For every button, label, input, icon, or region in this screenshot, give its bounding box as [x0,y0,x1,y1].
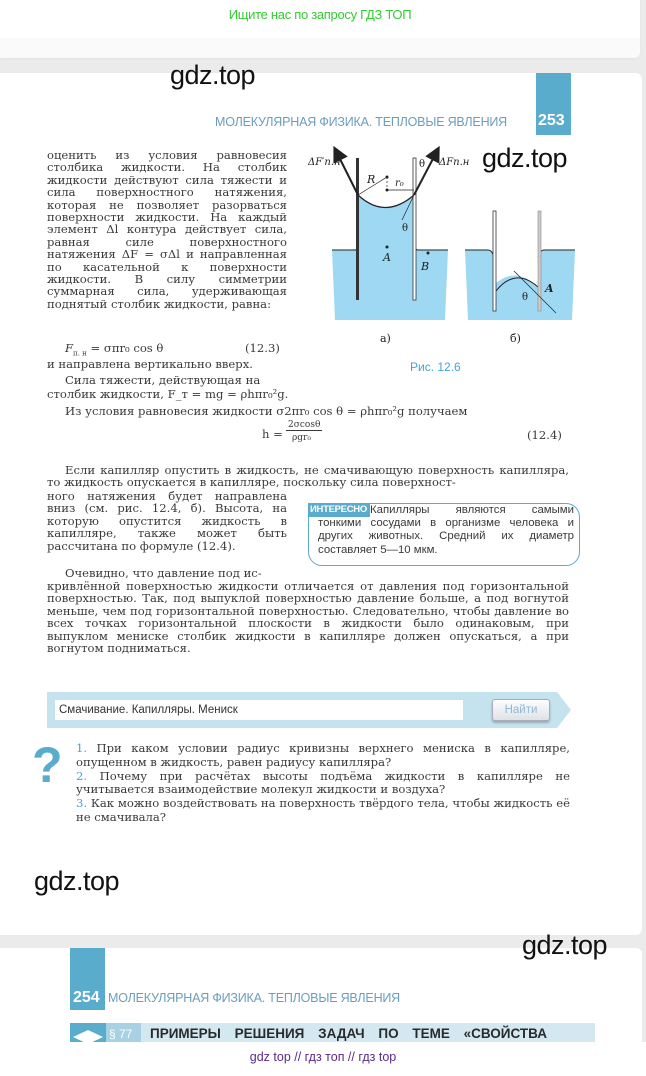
question-text: Почему при расчётах высоты подъёма жидкости в капилляре не учитывается взаимодействие молекул жидкости и воздуха? [76,768,570,797]
label-theta: θ [402,223,409,234]
figure-caption: Рис. 12.6 [410,360,461,374]
paragraph: кривлённой поверхностью жидкости отличается от давления под горизонтальной поверхностью. Так, под выпуклой поверхностью давление больше, а под вогнутой меньше, чем под горизонтальной поверхностью. Следовательно, чтобы давление во всех точках горизонтальной плоскости в жидкости было одинаковым, при выпуклом мениске столбик жидкости в капилляре должен опускаться, а при вогнутом подниматься. [47,579,569,656]
search-input[interactable] [55,700,463,720]
label-force-left: ΔF′п.н [308,157,341,168]
watermark: gdz.top [482,143,568,173]
left-column-text [47,149,287,310]
banner-text: Ищите нас по запросу ГДЗ ТОП [228,7,412,22]
text-line: Сила тяжести, действующая на [65,373,261,387]
question-number: 1. [76,741,88,755]
formula-lhs: h = [262,427,283,441]
formula-number: (12.4) [527,428,562,442]
label-theta: θ [419,159,426,170]
section-icon-box [70,1023,106,1042]
question-item [76,770,570,798]
label-r0: r₀ [395,178,404,189]
interest-badge: ИНТЕРЕСНО [308,503,370,517]
paragraph: оценить из условия равновесия столбика жидкости. На столбик жидкости действуют сила тяжести и сила поверхностного натяжения, которая не позволяет разорваться поверхности жидкости. На каждый элемент Δl контура действует сила, равная силе поверхностного натяжения ΔF = σΔl и направленная по касательной к поверхности жидкости. В силу симметрии суммарная сила, удерживающая поднятый столбик жидкости, равна: [47,148,287,311]
capillary-b-right-wall [538,211,541,311]
label-fig-b: б) [510,332,521,345]
watermark: gdz.top [522,930,608,960]
capillary-right-wall [413,158,416,300]
question-mark-icon: ? [32,737,63,793]
label-fig-a: а) [380,332,391,345]
question-number: 3. [76,796,88,811]
label-R: R [367,173,376,186]
paragraph: Если капилляр опустить в жидкость, не смачивающую поверхность капилляра, то жидкость опускается в капилляре, поскольку сила поверхност- [47,463,569,490]
question-number: 2. [76,768,88,783]
label-force-right: ΔFп.н [439,157,470,168]
label-A: A [383,251,391,264]
formula-numerator: 2σcosθ [288,420,321,430]
running-head: МОЛЕКУЛЯРНАЯ ФИЗИКА. ТЕПЛОВЫЕ ЯВЛЕНИЯ [108,991,401,1005]
label-B: B [421,260,430,273]
formula-12-3 [65,341,163,357]
formula-rhs: = σπr₀ cos θ [86,341,164,355]
watermark: gdz.top [170,60,256,90]
footer-text: gdz top // гдз топ // гдз top [249,1050,397,1064]
capillary-left-wall [356,158,359,300]
formula-lhs: F [65,341,74,355]
formula-sub: п. н [73,349,87,358]
label-theta: θ [522,292,529,303]
section-title: ПРИМЕРЫ РЕШЕНИЯ ЗАДАЧ ПО ТЕМЕ «СВОЙСТВА [150,1026,547,1041]
search-button[interactable]: Найти [492,699,550,721]
text-line: Из условия равновесия жидкости σ2πr₀ cos θ = ρhπr₀²g получаем [65,404,468,418]
running-head: МОЛЕКУЛЯРНАЯ ФИЗИКА. ТЕПЛОВЫЕ ЯВЛЕНИЯ [215,115,508,129]
figure-12-6 [300,145,580,380]
page-number: 253 [538,112,565,129]
questions-list [76,742,570,825]
section-number: § 77 [109,1027,133,1041]
question-item [76,742,570,770]
text-line: Очевидно, что давление под ис- [65,566,262,580]
question-text: Как можно воздействовать на поверхность твёрдого тела, чтобы жидкость её не смачивала? [76,796,570,824]
formula-number: (12.3) [245,341,280,355]
water-b [465,250,575,320]
banner-strip [0,38,640,58]
text-line: и направлена вертикально вверх. [47,357,253,371]
watermark: gdz.top [34,866,120,896]
interest-body: Капилляры являются самыми тонкими сосудами в организме человека и других животных. Средний их диаметр составляет 5—10 мкм. [318,504,574,556]
paragraph: ного натяжения будет направлена вниз (см. рис. 12.4, б). Высота, на которую опустится жидкость в капилляре, также может быть рассчитана по формуле (12.4). [47,489,287,553]
formula-denominator: ρgr₀ [292,433,311,443]
label-A: A [545,282,554,295]
question-item [76,797,570,825]
interest-text [318,504,574,557]
page-number: 254 [73,989,100,1006]
text-line: столбик жидкости, F_т = mg = ρhπr₀²g. [47,387,289,401]
graduation-cap-icon [70,1023,106,1042]
capillary-b-left-wall [493,211,496,311]
question-text: При каком условии радиус кривизны верхнего мениска в капилляре, опущенном в жидкость, равен радиусу капилляра? [76,741,570,769]
search-band-arrow [557,692,571,728]
